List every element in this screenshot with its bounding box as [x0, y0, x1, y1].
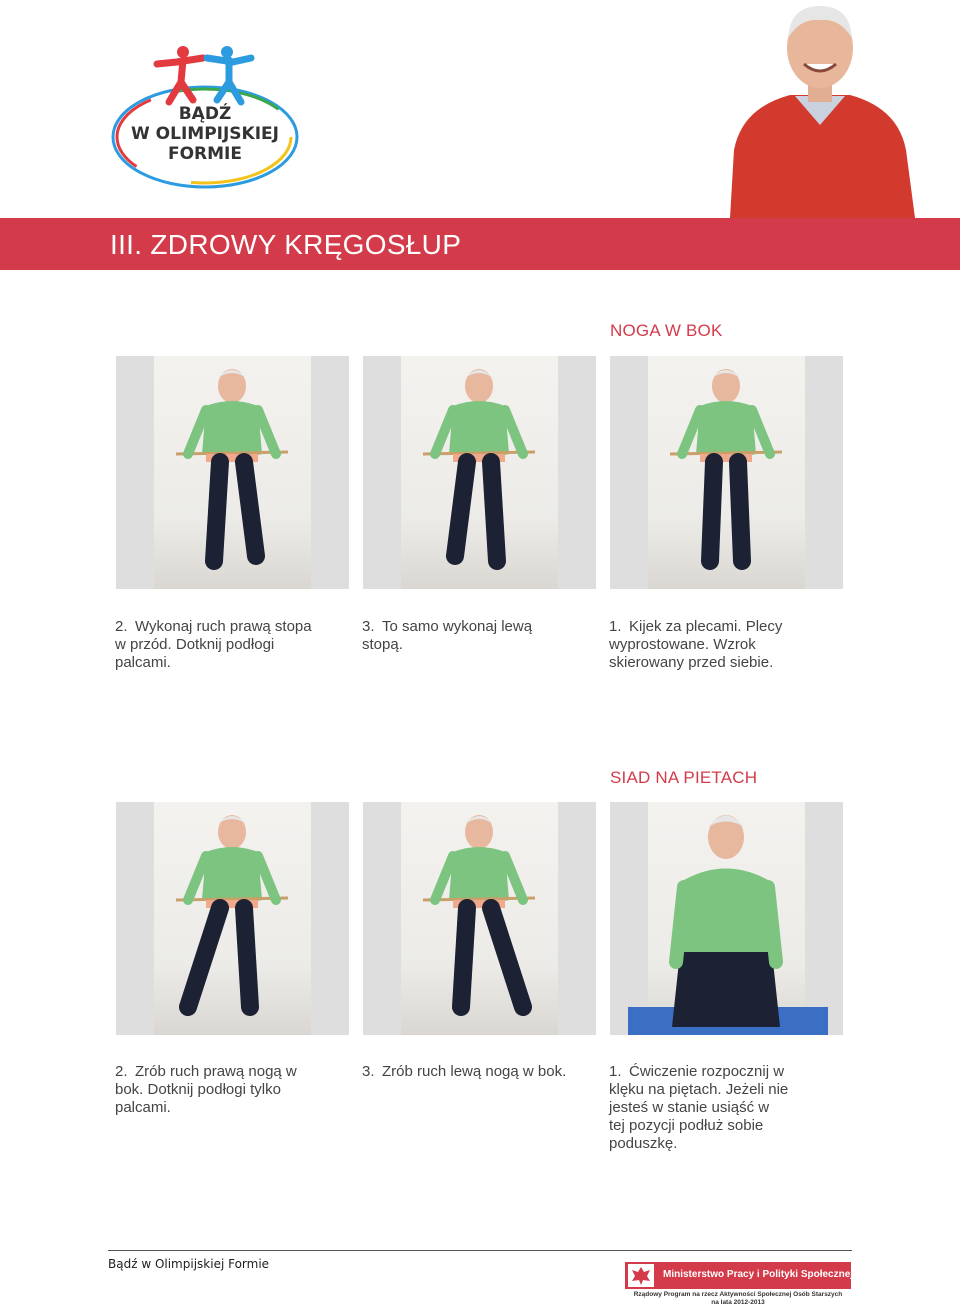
ministry-program: Rządowy Program na rzecz Aktywności Społecznej Osób Starszych na lata 2012-2013 [633, 1291, 843, 1306]
woman-figure-icon [363, 802, 596, 1035]
step-text: Zrób ruch prawą nogą w bok. Dotknij podłogi tylko palcami. [115, 1063, 297, 1116]
step-text: To samo wykonaj lewą stopą. [362, 618, 533, 653]
woman-figure-icon [610, 802, 843, 1035]
exercise-photo [116, 802, 349, 1035]
program-logo [105, 42, 305, 192]
ministry-name: Ministerstwo Pracy i Polityki Społecznej [663, 1269, 854, 1280]
exercise-photo [363, 802, 596, 1035]
chapter-banner [0, 218, 960, 270]
exercise-photo [363, 356, 596, 589]
step-text: Kijek za plecami. Plecy wyprostowane. Wzrok skierowany przed siebie. [609, 618, 783, 671]
step-caption [115, 600, 350, 672]
woman-figure-icon [116, 356, 349, 589]
footer-text: Bądź w Olimpijskiej Formie [108, 1257, 270, 1271]
step-caption [609, 1045, 844, 1153]
step-number: 2. [115, 1063, 128, 1080]
section-title: NOGA W BOK [610, 321, 723, 340]
step-number: 3. [362, 618, 375, 635]
woman-figure-icon [116, 802, 349, 1035]
ambassador-photo [720, 0, 920, 218]
ministry-logo [625, 1262, 854, 1306]
step-number: 1. [609, 618, 622, 635]
eagle-emblem-icon [628, 1264, 654, 1287]
section-title: SIAD NA PIETACH [610, 768, 758, 787]
logo-text-line1: BĄDŹ [178, 104, 232, 124]
woman-figure-icon [363, 356, 596, 589]
step-number: 3. [362, 1063, 375, 1080]
step-caption [115, 1045, 350, 1117]
logo-text-line2: W OLIMPIJSKIEJ [131, 124, 279, 144]
exercise-photo [116, 356, 349, 589]
step-number: 1. [609, 1063, 622, 1080]
step-caption [362, 1045, 597, 1081]
step-number: 2. [115, 618, 128, 635]
footer-divider [108, 1250, 852, 1251]
step-caption [362, 600, 597, 654]
step-text: Zrób ruch lewą nogą w bok. [382, 1063, 567, 1080]
exercise-photo [610, 802, 843, 1035]
step-text: Ćwiczenie rozpocznij w klęku na piętach. Jeżeli nie jesteś w stanie usiąść w tej pozycji podłuż sobie poduszkę. [609, 1063, 789, 1152]
logo-text-line3: FORMIE [167, 144, 242, 164]
step-text: Wykonaj ruch prawą stopa w przód. Dotknij podłogi palcami. [115, 618, 312, 671]
step-caption [609, 600, 844, 672]
woman-figure-icon [610, 356, 843, 589]
chapter-title: III. ZDROWY KRĘGOSŁUP [110, 229, 462, 260]
exercise-photo [610, 356, 843, 589]
